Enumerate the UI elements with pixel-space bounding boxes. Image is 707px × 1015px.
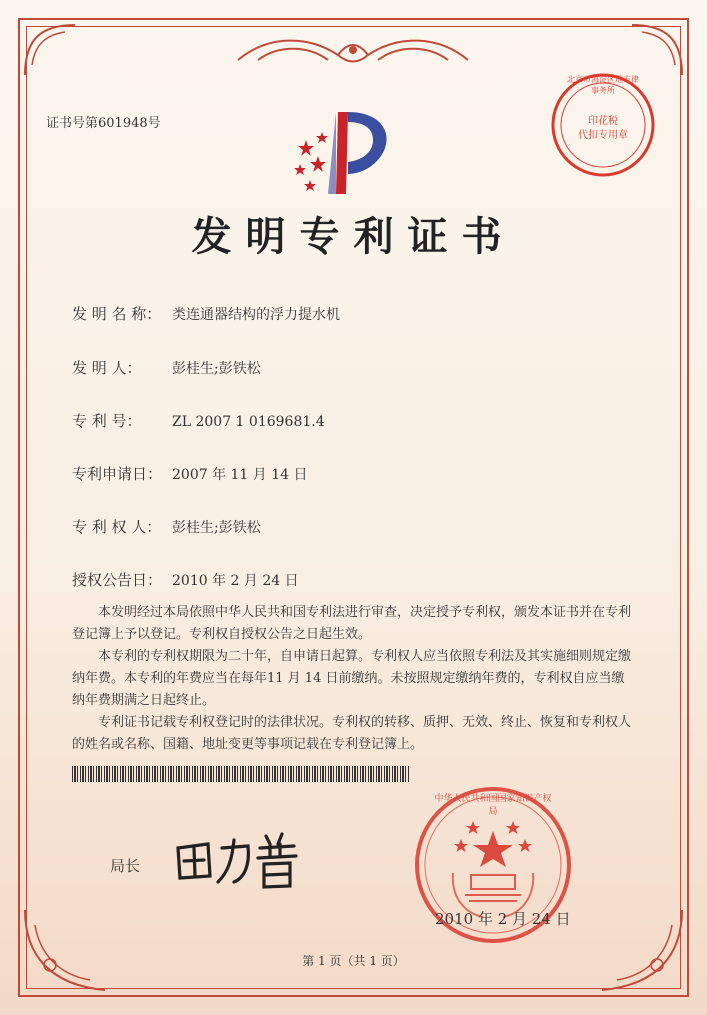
field-label: 发 明 人： (72, 359, 142, 377)
field-value: 2010 年 2 月 24 日 (172, 573, 299, 589)
field-value: 类连通器结构的浮力提水机 (172, 307, 340, 323)
certificate-number: 证书号第601948号 (46, 116, 161, 131)
page-title: 发明专利证书 (191, 213, 516, 260)
field-value: ZL 2007 1 0169681.4 (172, 414, 325, 430)
issue-date: 2010 年 2 月 24 日 (435, 910, 571, 928)
field-label: 专 利 号： (72, 412, 142, 430)
field-label: 专利申请日： (72, 465, 163, 483)
official-seal-ring-text: 中华人民共和国国家知识产权局 (434, 794, 552, 817)
tax-stamp-center-1: 印花税 (588, 116, 618, 127)
field-patentee (72, 516, 261, 537)
corner-ornament-top-left (20, 20, 80, 80)
tax-agent-stamp (548, 70, 658, 180)
barcode (72, 766, 410, 782)
tax-stamp-ring-text: 北京市海淀区地方律事务所 (567, 75, 639, 95)
field-label: 专 利 权 人： (72, 518, 162, 536)
field-value: 2007 年 11 月 14 日 (172, 467, 308, 483)
field-value: 彭桂生;彭铁松 (172, 361, 261, 377)
field-invention-name (72, 303, 340, 324)
page-number: 第 1 页（共 1 页） (302, 954, 405, 968)
field-label: 发 明 名 称： (72, 305, 162, 323)
director-signature (170, 826, 310, 896)
body-paragraph-3: 专利证书记载专利权登记时的法律状况。专利权的转移、质押、无效、终止、恢复和专利权人的姓名或名称、国籍、地址变更等事项记载在专利登记簿上。 (72, 715, 632, 752)
field-inventor (72, 357, 261, 378)
body-paragraph-2: 本专利的专利权期限为二十年，自申请日起算。专利权人应当依照专利法及其实施细则规定缴纳年费。本专利的年费应当在每年11 月 14 日前缴纳。未按照规定缴纳年费的，专利权自应当缴纳年费期满之日起终止。 (72, 649, 632, 708)
corner-ornament-bottom-left (20, 905, 110, 995)
body-paragraph-1: 本发明经过本局依照中华人民共和国专利法进行审查，决定授予专利权，颁发本证书并在专利登记簿上予以登记。专利权自授权公告之日起生效。 (72, 605, 632, 642)
field-value: 彭桂生;彭铁松 (172, 520, 261, 536)
patent-office-logo (288, 102, 398, 198)
field-grant-date (72, 569, 299, 590)
top-ornament (228, 30, 478, 70)
field-patent-number (72, 410, 325, 431)
tax-stamp-center-2: 代扣专用章 (578, 130, 628, 141)
certificate-body (72, 602, 632, 756)
field-label: 授权公告日： (72, 571, 163, 589)
corner-ornament-bottom-right (597, 905, 687, 995)
field-application-date (72, 463, 308, 484)
director-label: 局长 (110, 857, 141, 875)
